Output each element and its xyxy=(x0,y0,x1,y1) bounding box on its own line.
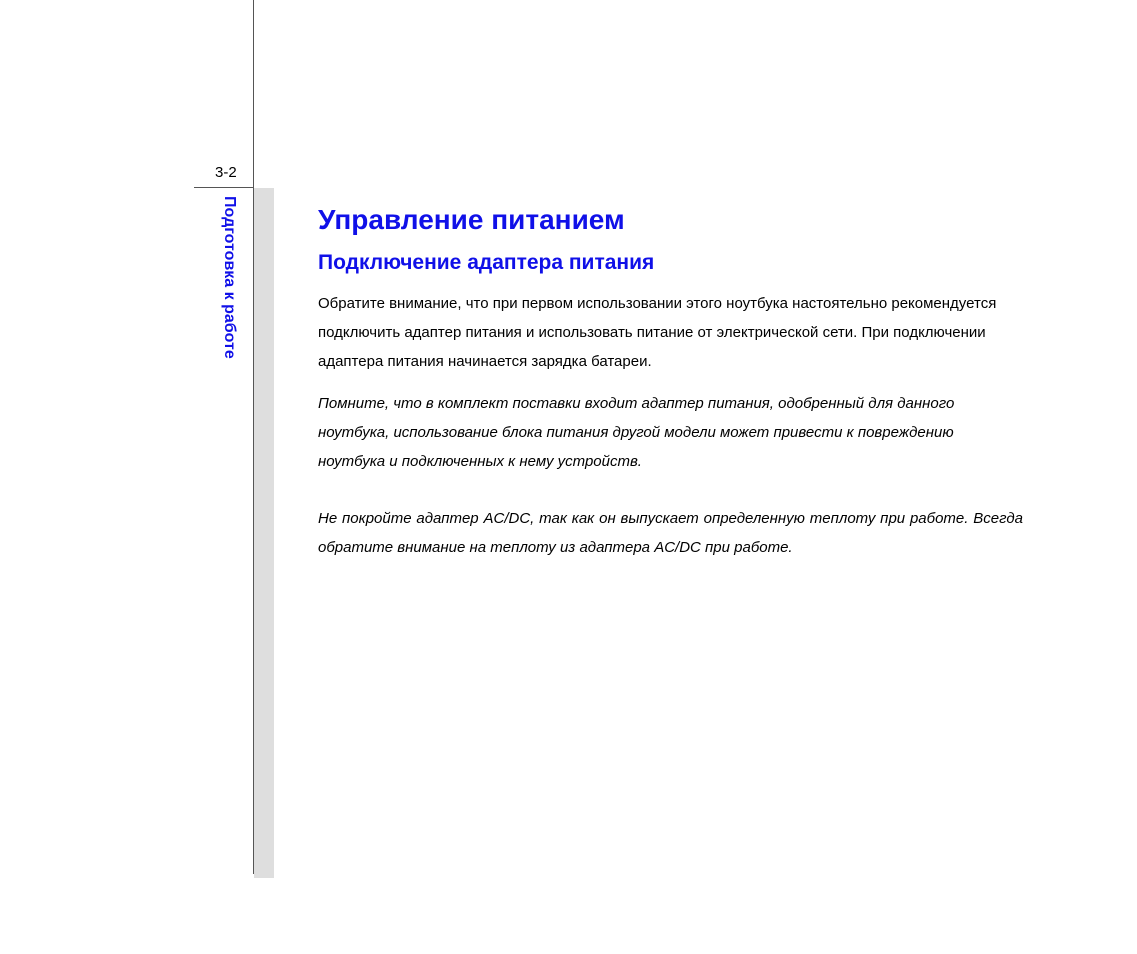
body-paragraph: Обратите внимание, что при первом использовании этого ноутбука настоятельно рекомендуется подключить адаптер питания и использовать питание от электрической сети. При подключении адаптера питания начинается зарядка батареи. xyxy=(318,295,997,370)
page-number-rule xyxy=(194,187,254,188)
page-title: Управление питанием xyxy=(318,204,625,235)
page-number: 3-2 xyxy=(215,164,237,181)
section-label: Подготовка к работе xyxy=(221,196,238,359)
note-paragraph-heat: Не покройте адаптер AC/DC, так как он выпускает определенную теплоту при работе. Всегда обратите внимание на теплоту из адаптера AC/DC при работе. xyxy=(318,510,1023,556)
section-heading: Подключение адаптера питания xyxy=(318,251,655,274)
main-content xyxy=(318,203,1023,562)
note-paragraph-adapter: Помните, что в комплект поставки входит адаптер питания, одобренный для данного ноутбука, использование блока питания другой модели может привести к повреждению ноутбука и подключенных к нему устройств. xyxy=(318,395,955,470)
sidebar-bar xyxy=(254,188,274,878)
